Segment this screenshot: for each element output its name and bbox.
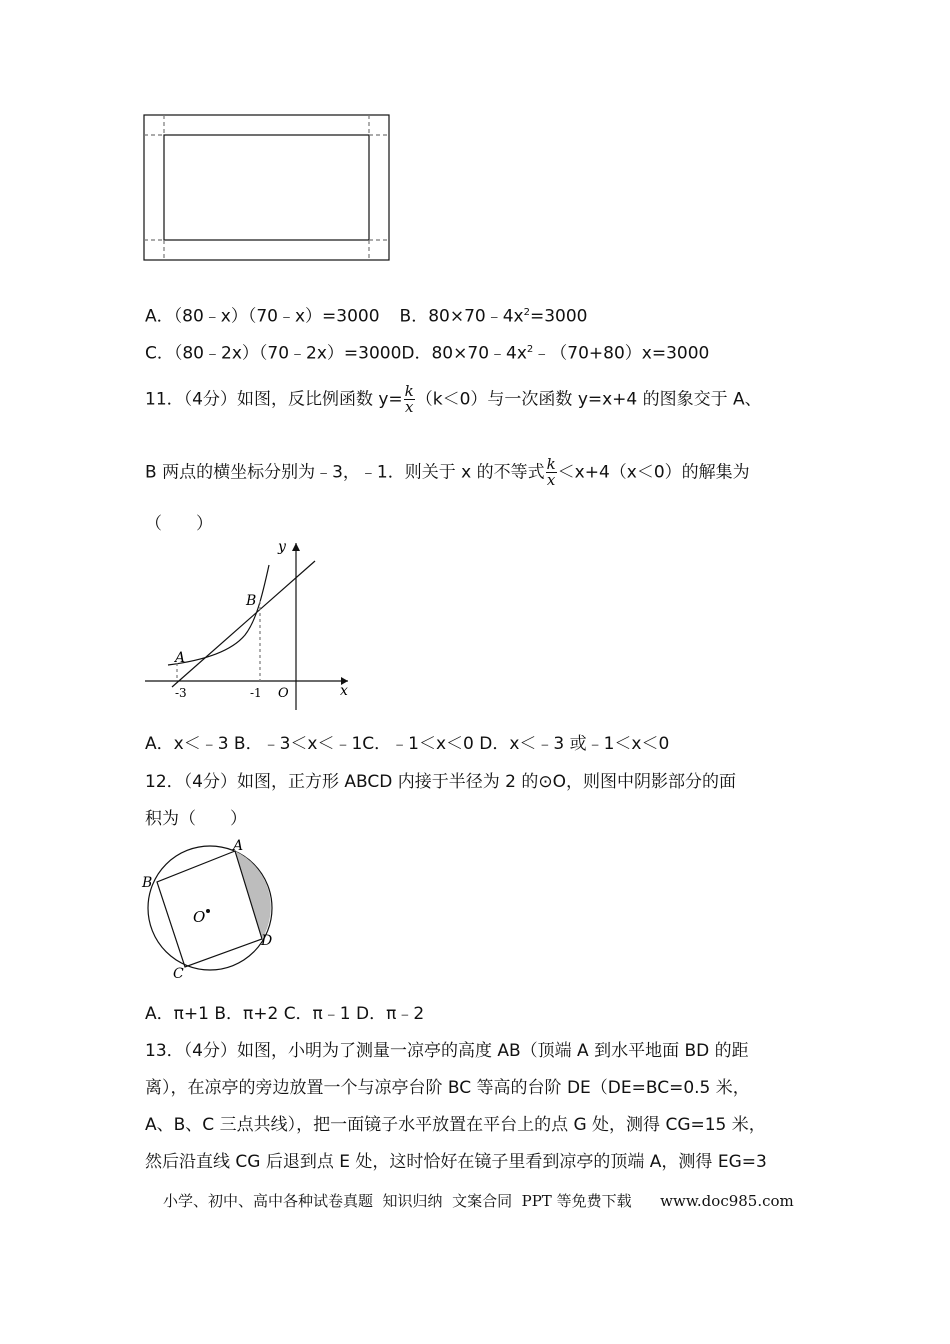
q11-line2-start: B 两点的横坐标分别为﹣3，﹣1．则关于 x 的不等式 <box>145 462 545 483</box>
q13-line4: 然后沿直线 CG 后退到点 E 处，这时恰好在镜子里看到凉亭的顶端 A，测得 EG=3 <box>145 1152 767 1172</box>
q12-line2: 积为（ ） <box>145 809 247 829</box>
q11-line3: （ ） <box>145 514 213 534</box>
q11-line1-end: （k＜0）与一次函数 y=x+4 的图象交于 A、 <box>415 389 762 410</box>
fraction-denominator: x <box>404 398 414 416</box>
q10-options-row2 <box>145 338 709 366</box>
point-d-label: D <box>261 933 273 949</box>
q11-line2-end: ＜x+4（x＜0）的解集为 <box>557 462 750 483</box>
q11-line1 <box>145 384 762 415</box>
q10-option-d-exponent: 2 <box>526 344 534 355</box>
point-c-label: C <box>173 966 184 982</box>
tick-label-minus1: -1 <box>250 686 262 700</box>
q12-options: A．π+1 B．π+2 C．π﹣1 D．π﹣2 <box>145 1004 425 1024</box>
q10-option-b-end: =3000 <box>529 306 588 327</box>
q10-option-c: C．（80﹣2x）（70﹣2x）=3000 <box>145 343 402 364</box>
q10-option-d-end: ﹣（70+80）x=3000 <box>533 343 710 364</box>
x-axis-label: x <box>340 683 348 699</box>
q13-line2: 离），在凉亭的旁边放置一个与凉亭台阶 BC 等高的台阶 DE（DE=BC=0.5 米， <box>145 1078 750 1098</box>
origin-label: O <box>278 686 289 701</box>
q10-option-a: A．（80﹣x）（70﹣x）=3000 <box>145 306 380 327</box>
q11-fraction-1 <box>404 384 415 415</box>
q11-fraction-2 <box>546 457 557 488</box>
q11-options: A．x＜﹣3 B．﹣3＜x＜﹣1C．﹣1＜x＜0 D．x＜﹣3 或﹣1＜x＜0 <box>145 734 670 754</box>
q10-options-row1 <box>145 301 587 329</box>
point-a-label: A <box>175 650 186 666</box>
q10-option-b-exponent: 2 <box>523 307 530 318</box>
q10-option-b: B．80×70﹣4x <box>399 306 524 327</box>
fraction-numerator: k <box>404 382 414 400</box>
point-b-label: B <box>142 875 153 891</box>
function-graph-figure <box>140 535 360 715</box>
rectangle-figure <box>140 110 395 265</box>
q13-line1: 13．（4分）如图，小明为了测量一凉亭的高度 AB（顶端 A 到水平地面 BD 的距 <box>145 1041 749 1061</box>
circle-square-figure <box>140 835 290 985</box>
y-axis-label: y <box>278 539 286 555</box>
fraction-denominator: x <box>546 471 556 489</box>
point-b-label: B <box>246 593 257 609</box>
q13-line3: A、B、C 三点共线），把一面镜子水平放置在平台上的点 G 处，测得 CG=15 米， <box>145 1115 766 1135</box>
q11-line2 <box>145 457 750 488</box>
page-footer: 小学、初中、高中各种试卷真题 知识归纳 文案合同 PPT 等免费下载 www.doc985.com <box>163 1192 794 1210</box>
fraction-numerator: k <box>546 455 556 473</box>
point-a-label: A <box>233 838 244 854</box>
q11-line1-start: 11．（4分）如图，反比例函数 y= <box>145 389 403 410</box>
center-o-label: O <box>193 908 206 926</box>
q10-option-d: D．80×70﹣4x <box>401 343 527 364</box>
tick-label-minus3: -3 <box>175 686 187 700</box>
q12-line1: 12．（4分）如图，正方形 ABCD 内接于半径为 2 的⊙O，则图中阴影部分的面 <box>145 772 736 792</box>
